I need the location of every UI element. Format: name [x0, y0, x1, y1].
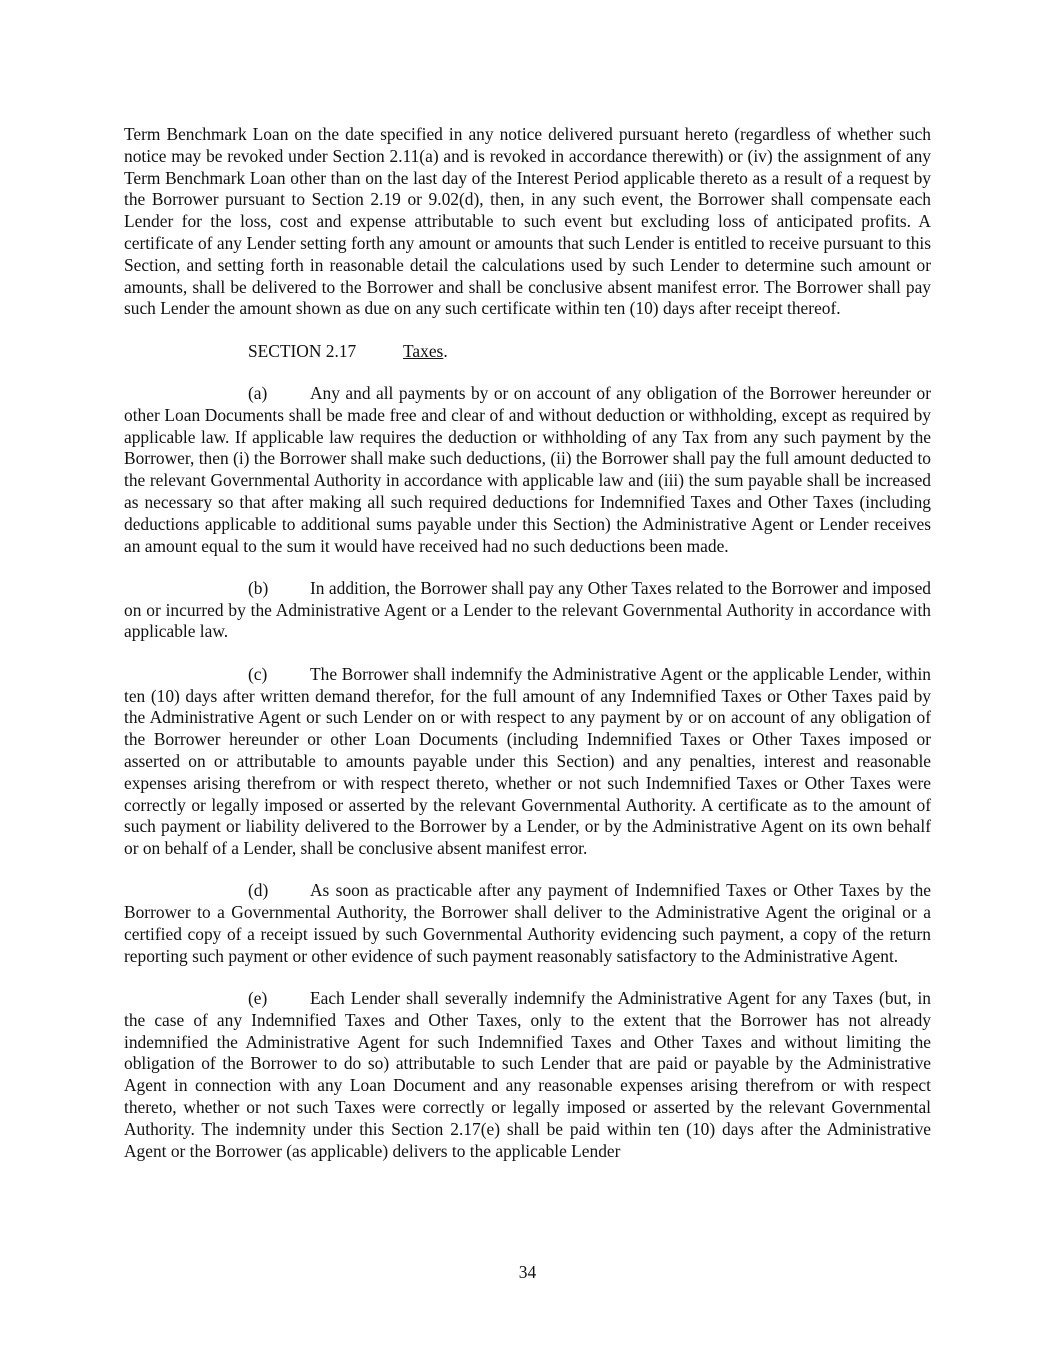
- clause-label: (d): [248, 880, 269, 901]
- clause-b: [124, 578, 931, 643]
- clause-d: [124, 880, 931, 967]
- section-title: Taxes: [403, 340, 444, 361]
- clause-label: (a): [248, 382, 268, 403]
- clause-label: (c): [248, 663, 268, 684]
- intro-paragraph: Term Benchmark Loan on the date specified in any notice delivered pursuant hereto (regardless of whether such notice may be revoked under Section 2.11(a) and is revoked in accordance therewith) or (iv) the assignment of any Term Benchmark Loan other than on the last day of the Interest Period applicable thereto as a result of a request by the Borrower pursuant to Section 2.19 or 9.02(d), then, in any such event, the Borrower shall compensate each Lender for the loss, cost and expense attributable to such event but excluding loss of anticipated profits. A certificate of any Lender setting forth any amount or amounts that such Lender is entitled to receive pursuant to this Section, and setting forth in reasonable detail the calculations used by such Lender to determine such amount or amounts, shall be delivered to the Borrower and shall be conclusive absent manifest error. The Borrower shall pay such Lender the amount shown as due on any such certificate within ten (10) days after receipt thereof.: [124, 124, 931, 319]
- document-page: [124, 124, 931, 1183]
- page-number: 34: [518, 1262, 537, 1282]
- clause-a: [124, 383, 931, 557]
- clause-c: [124, 664, 931, 860]
- section-heading: [248, 341, 931, 363]
- clause-e: [124, 988, 931, 1162]
- clause-text: As soon as practicable after any payment of Indemnified Taxes or Other Taxes by the Borrower to a Governmental Authority, the Borrower shall deliver to the Administrative Agent the original or a certified copy of a receipt issued by such Governmental Authority evidencing such payment, a copy of the return reporting such payment or other evidence of such payment reasonably satisfactory to the Administrative Agent.: [124, 880, 931, 966]
- clause-text: Each Lender shall severally indemnify the Administrative Agent for any Taxes (but, in the case of any Indemnified Taxes and Other Taxes, only to the extent that the Borrower has not already indemnified the Administrative Agent for such Indemnified Taxes and Other Taxes and without limiting the obligation of the Borrower to do so) attributable to such Lender that are paid or payable by the Administrative Agent in connection with any Loan Document and any reasonable expenses arising therefrom or with respect thereto, whether or not such Taxes were correctly or legally imposed or asserted by the relevant Governmental Authority. The indemnity under this Section 2.17(e) shall be paid within ten (10) days after the Administrative Agent or the Borrower (as applicable) delivers to the applicable Lender: [124, 988, 931, 1161]
- clause-text: Any and all payments by or on account of any obligation of the Borrower hereunder or other Loan Documents shall be made free and clear of and without deduction or withholding, except as required by applicable law. If applicable law requires the deduction or withholding of any Tax from any such payment by the Borrower, then (i) the Borrower shall make such deductions, (ii) the Borrower shall pay the full amount deducted to the relevant Governmental Authority in accordance with applicable law and (iii) the sum payable shall be increased as necessary so that after making all such required deductions for Indemnified Taxes and Other Taxes (including deductions applicable to additional sums payable under this Section) the Administrative Agent or Lender receives an amount equal to the sum it would have received had no such deductions been made.: [124, 382, 931, 556]
- clause-text: The Borrower shall indemnify the Administrative Agent or the applicable Lender, within ten (10) days after written demand therefor, for the full amount of any Indemnified Taxes or Other Taxes paid by the Administrative Agent or such Lender on or with respect to any payment by or on account of any obligation of the Borrower hereunder or other Loan Documents (including Indemnified Taxes or Other Taxes imposed or asserted on or attributable to amounts payable under this Section) and any penalties, interest and reasonable expenses arising therefrom or with respect thereto, whether or not such Indemnified Taxes or Other Taxes were correctly or legally imposed or asserted by the relevant Governmental Authority. A certificate as to the amount of such payment or liability delivered to the Borrower by a Lender, or by the Administrative Agent on its own behalf or on behalf of a Lender, shall be conclusive absent manifest error.: [124, 663, 931, 859]
- clause-label: (b): [248, 577, 269, 598]
- clause-text: In addition, the Borrower shall pay any Other Taxes related to the Borrower and imposed on or incurred by the Administrative Agent or a Lender to the relevant Governmental Authority in accordance with applicable law.: [124, 577, 931, 642]
- section-title-period: .: [443, 340, 448, 361]
- section-number: SECTION 2.17: [248, 340, 357, 361]
- clause-label: (e): [248, 988, 268, 1009]
